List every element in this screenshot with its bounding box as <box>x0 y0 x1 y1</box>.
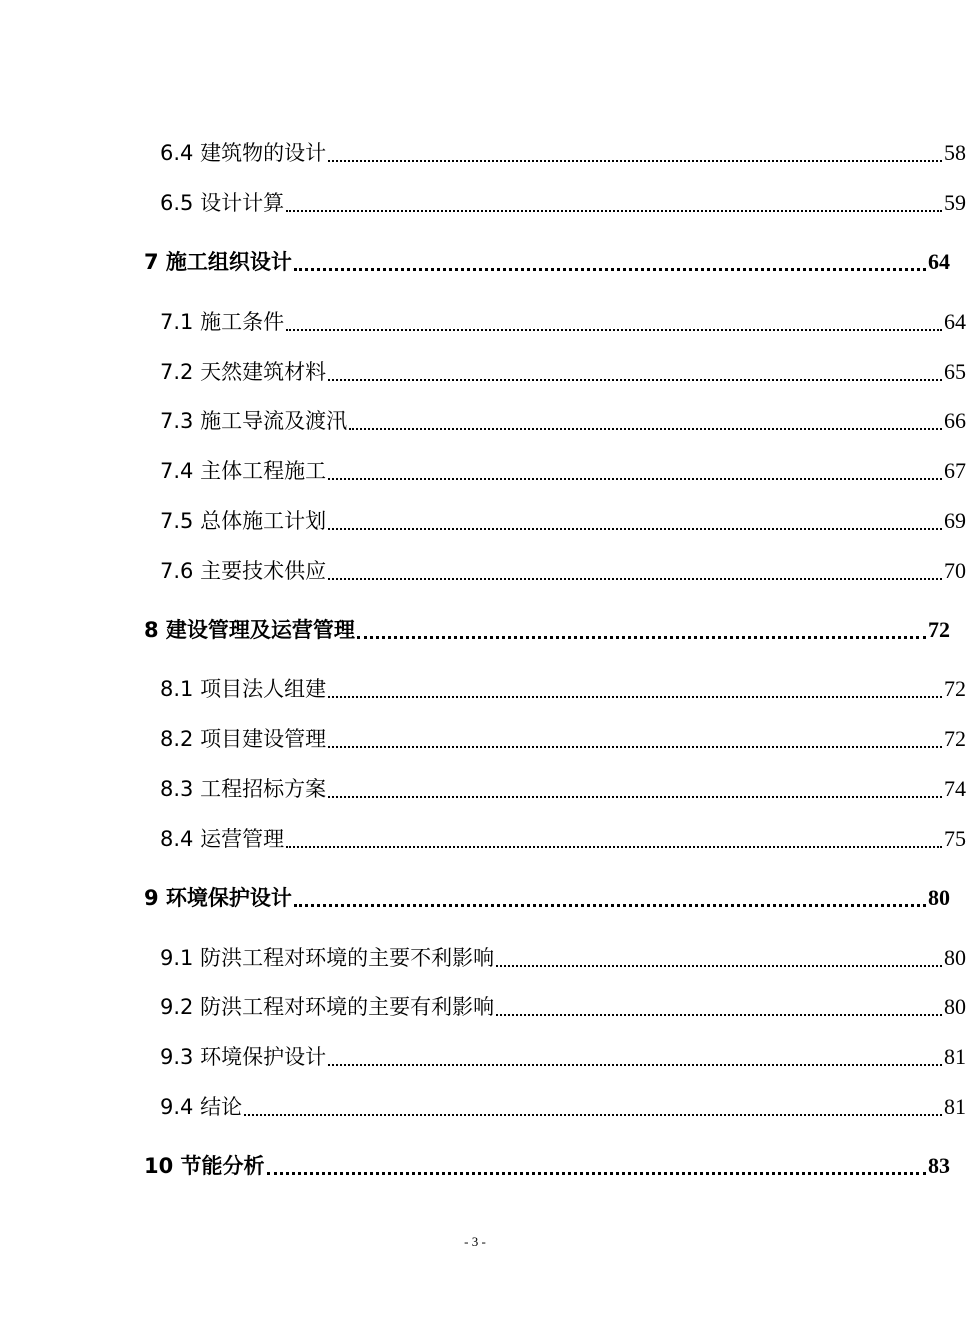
toc-entry-page-number: 72 <box>944 726 966 751</box>
toc-entry-page-number: 72 <box>928 617 950 642</box>
toc-entry-page-number: 66 <box>944 408 966 433</box>
dot-leader <box>328 138 942 162</box>
toc-entry-title: 8.4 运营管理 <box>160 827 285 851</box>
dot-leader <box>328 556 942 580</box>
dot-leader <box>328 774 942 798</box>
dot-leader <box>286 307 942 331</box>
toc-entry-page-number: 74 <box>944 776 966 801</box>
toc-entry-title: 9.4 结论 <box>160 1095 243 1119</box>
toc-entry-title: 6.4 建筑物的设计 <box>160 141 327 165</box>
toc-section-entry[interactable] <box>0 820 966 854</box>
toc-entry-page-number: 64 <box>928 249 950 274</box>
toc-entry-page-number: 64 <box>944 309 966 334</box>
toc-section-entry[interactable] <box>0 402 966 436</box>
toc-entry-title: 8 建设管理及运营管理 <box>144 618 355 642</box>
toc-entry-title: 10 节能分析 <box>144 1154 265 1178</box>
toc-entry-page-number: 70 <box>944 558 966 583</box>
toc-entry-title: 8.3 工程招标方案 <box>160 777 327 801</box>
dot-leader <box>294 246 926 271</box>
dot-leader <box>267 1150 926 1175</box>
toc-section-entry[interactable] <box>0 939 966 973</box>
toc-entry-title: 6.5 设计计算 <box>160 191 285 215</box>
toc-section-entry[interactable] <box>0 134 966 168</box>
toc-entry-page-number: 59 <box>944 190 966 215</box>
toc-chapter-entry[interactable] <box>0 611 950 645</box>
dot-leader <box>328 674 942 698</box>
toc-section-entry[interactable] <box>0 670 966 704</box>
toc-section-entry[interactable] <box>0 988 966 1022</box>
toc-chapter-entry[interactable] <box>0 243 950 277</box>
toc-entry-page-number: 65 <box>944 359 966 384</box>
toc-section-entry[interactable] <box>0 720 966 754</box>
dot-leader <box>328 1042 942 1066</box>
toc-entry-title: 7.4 主体工程施工 <box>160 459 327 483</box>
toc-entry-page-number: 67 <box>944 458 966 483</box>
dot-leader <box>294 882 926 907</box>
dot-leader <box>496 992 942 1016</box>
toc-chapter-entry[interactable] <box>0 1147 950 1181</box>
toc-section-entry[interactable] <box>0 502 966 536</box>
toc-entry-page-number: 75 <box>944 826 966 851</box>
toc-section-entry[interactable] <box>0 184 966 218</box>
dot-leader <box>496 943 942 967</box>
dot-leader <box>328 456 942 480</box>
dot-leader <box>328 357 942 381</box>
toc-entry-title: 7.6 主要技术供应 <box>160 559 327 583</box>
dot-leader <box>286 824 942 848</box>
dot-leader <box>244 1092 942 1116</box>
dot-leader <box>328 724 942 748</box>
toc-entry-title: 7.3 施工导流及渡汛 <box>160 409 348 433</box>
toc-entry-title: 7.1 施工条件 <box>160 310 285 334</box>
toc-section-entry[interactable] <box>0 353 966 387</box>
dot-leader <box>286 188 942 212</box>
toc-entry-title: 7 施工组织设计 <box>144 250 292 274</box>
toc-chapter-entry[interactable] <box>0 879 950 913</box>
toc-entry-page-number: 69 <box>944 508 966 533</box>
toc-entry-page-number: 83 <box>928 1153 950 1178</box>
toc-entry-title: 9.2 防洪工程对环境的主要有利影响 <box>160 995 495 1019</box>
toc-entry-page-number: 80 <box>928 885 950 910</box>
toc-entry-title: 9 环境保护设计 <box>144 886 292 910</box>
dot-leader <box>349 406 942 430</box>
dot-leader <box>328 506 942 530</box>
toc-entry-page-number: 80 <box>944 945 966 970</box>
toc-section-entry[interactable] <box>0 1088 966 1122</box>
toc-entry-title: 9.1 防洪工程对环境的主要不利影响 <box>160 946 495 970</box>
toc-entry-title: 8.2 项目建设管理 <box>160 727 327 751</box>
toc-section-entry[interactable] <box>0 303 966 337</box>
toc-entry-page-number: 58 <box>944 140 966 165</box>
toc-entry-title: 8.1 项目法人组建 <box>160 677 327 701</box>
toc-entry-page-number: 72 <box>944 676 966 701</box>
toc-entry-title: 9.3 环境保护设计 <box>160 1045 327 1069</box>
toc-entry-page-number: 81 <box>944 1044 966 1069</box>
toc-section-entry[interactable] <box>0 452 966 486</box>
page-number: - 3 - <box>464 1234 486 1249</box>
toc-entry-title: 7.2 天然建筑材料 <box>160 360 327 384</box>
dot-leader <box>357 614 926 639</box>
toc-entry-title: 7.5 总体施工计划 <box>160 509 327 533</box>
toc-entry-page-number: 80 <box>944 994 966 1019</box>
toc-section-entry[interactable] <box>0 1038 966 1072</box>
toc-section-entry[interactable] <box>0 770 966 804</box>
toc-entry-page-number: 81 <box>944 1094 966 1119</box>
toc-section-entry[interactable] <box>0 552 966 586</box>
